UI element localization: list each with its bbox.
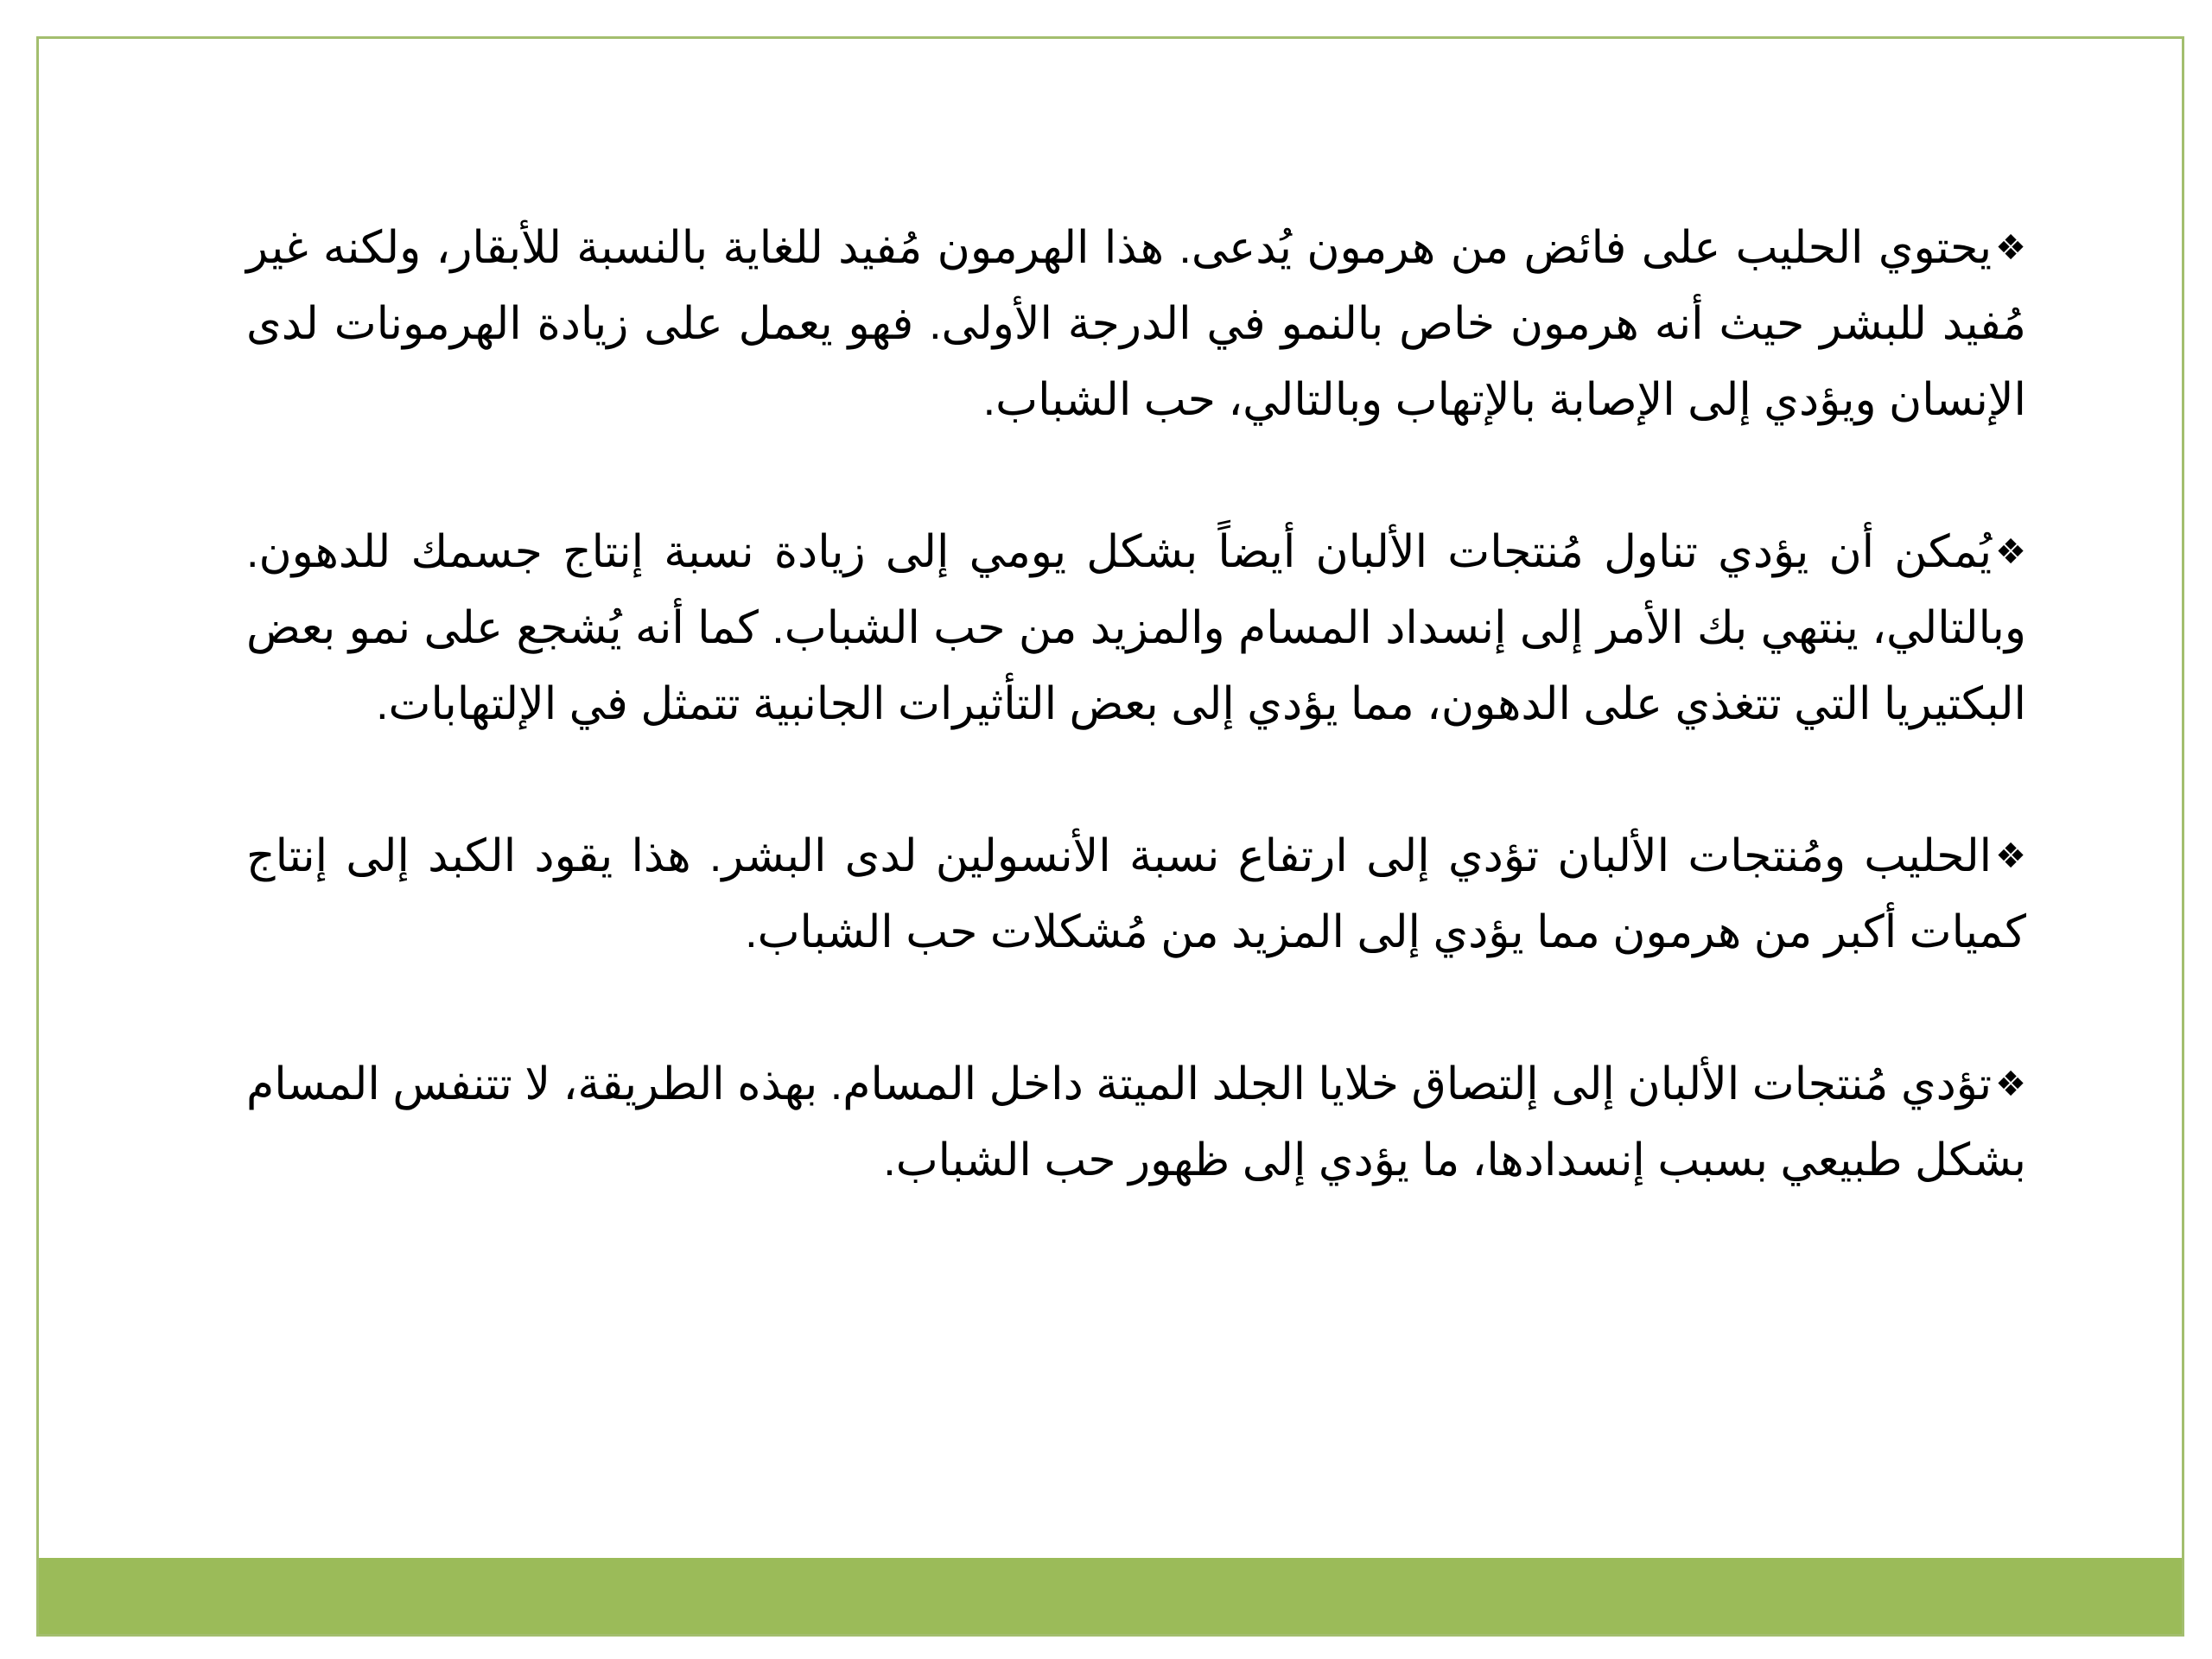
paragraph-3 xyxy=(246,818,2026,970)
four-diamond-bullet-icon: ❖ xyxy=(1995,228,2026,268)
four-diamond-bullet-icon: ❖ xyxy=(1995,532,2026,572)
footer-bar xyxy=(39,1558,2182,1634)
paragraph-text: الحليب ومُنتجات الألبان تؤدي إلى ارتفاع نسبة الأنسولين لدى البشر. هذا يقود الكبد إلى إنتاج كميات أكبر من هرمون مما يؤدي إلى المزيد من مُشكلات حب الشباب. xyxy=(246,831,2026,957)
paragraph-1 xyxy=(246,210,2026,438)
paragraph-text: يُمكن أن يؤدي تناول مُنتجات الألبان أيضاً بشكل يومي إلى زيادة نسبة إنتاج جسمك للدهون. وبالتالي، ينتهي بك الأمر إلى إنسداد المسام والمزيد من حب الشباب. كما أنه يُشجع على نمو بعض البكتيريا التي تتغذي على الدهون، مما يؤدي إلى بعض التأثيرات الجانبية تتمثل في الإلتهابات. xyxy=(246,527,2026,729)
paragraph-text: تؤدي مُنتجات الألبان إلى إلتصاق خلايا الجلد الميتة داخل المسام. بهذه الطريقة، لا تتنفس المسام بشكل طبيعي بسبب إنسدادها، ما يؤدي إلى ظهور حب الشباب. xyxy=(246,1059,2026,1185)
paragraph-4 xyxy=(246,1046,2026,1198)
slide-frame xyxy=(36,36,2184,1637)
four-diamond-bullet-icon: ❖ xyxy=(1995,836,2026,876)
paragraph-2 xyxy=(246,514,2026,742)
slide-body xyxy=(246,210,2026,1274)
paragraph-text: يحتوي الحليب على فائض من هرمون يُدعى. هذا الهرمون مُفيد للغاية بالنسبة للأبقار، ولكنه غير مُفيد للبشر حيث أنه هرمون خاص بالنمو في الدرجة الأولى. فهو يعمل على زيادة الهرمونات لدى الإنسان ويؤدي إلى الإصابة بالإتهاب وبالتالي، حب الشباب. xyxy=(246,223,2026,425)
four-diamond-bullet-icon: ❖ xyxy=(1995,1065,2026,1104)
